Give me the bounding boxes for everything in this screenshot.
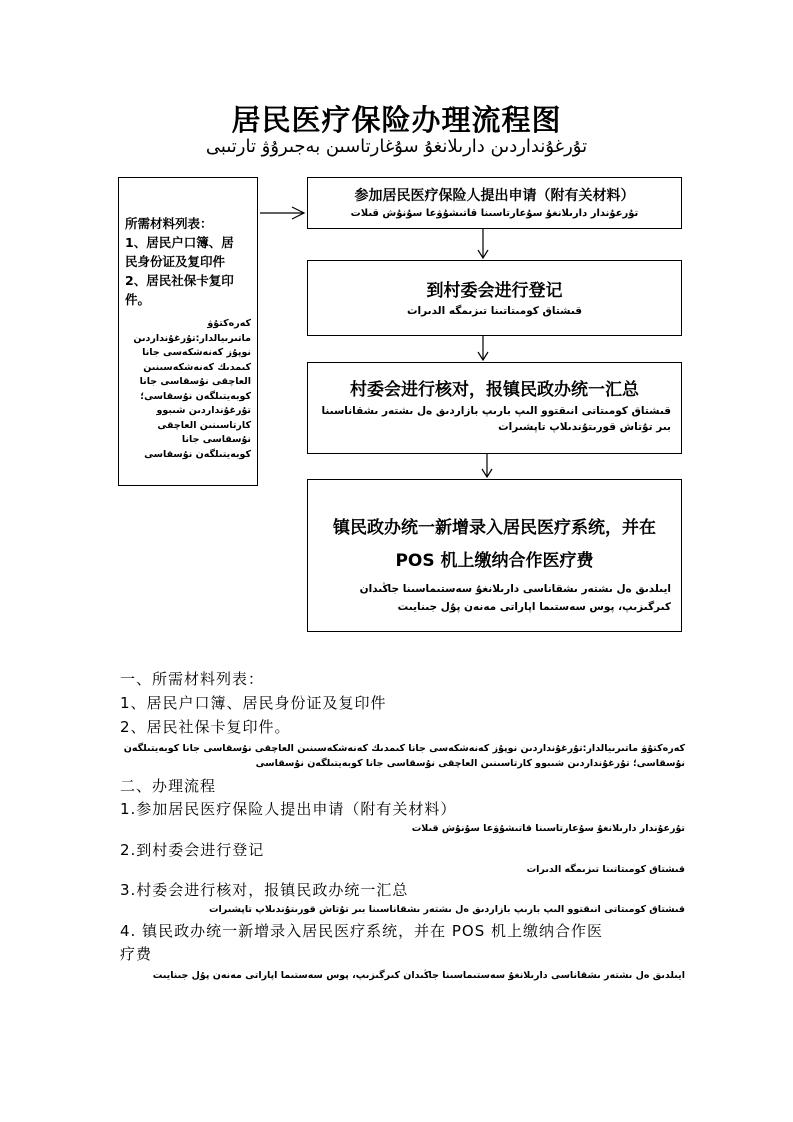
flow-step-2-cn: 到村委会进行登记 xyxy=(426,281,563,301)
section2-step3-ug: قىشتاق كومىتاتى انىقتوو الىپ بارىپ بازاردىق ەل ىشتەر ىشقاناسىنا بىر تۇتاش قورىتۇندىلاپ تاپشىرات xyxy=(209,904,685,915)
section2-step1: 1.参加居民医疗保险人提出申请（附有关材料） xyxy=(120,800,457,818)
flow-step-4 xyxy=(307,479,682,632)
section2-step4-line1: 4. 镇民政办统一新增录入居民医疗系统，并在 POS 机上缴纳合作医 xyxy=(120,922,603,940)
section1-heading: 一、所需材料列表： xyxy=(120,670,265,688)
section2-step1-ug: تۇرعۇندار دارىلانغۇ سۇعارتاسىنا قاتىشۇۋعا سۇنۇش قىلات xyxy=(411,823,685,834)
section2-step3: 3.村委会进行核对，报镇民政办统一汇总 xyxy=(120,881,409,899)
flow-step-3 xyxy=(307,362,682,454)
flow-step-4-cn-line1: 镇民政办统一新增录入居民医疗系统，并在 xyxy=(333,518,656,538)
flow-step-2-ug: قىشتاق كومىتاتىنا تىزىمگە الدىرات xyxy=(406,305,583,317)
section1-item1: 1、居民户口簿、居民身份证及复印件 xyxy=(120,694,387,712)
flow-step-2 xyxy=(307,260,682,336)
materials-cn-line: 件。 xyxy=(125,292,151,307)
flow-step-1-ug: تۇرعۇندار دارىلانغۇ سۇعارتاسىنا قاتىشۇۋعا سۇنۇش قىلات xyxy=(350,208,639,219)
materials-cn-line: 2、居民社保卡复印 xyxy=(125,273,234,288)
page-title: 居民医疗保险办理流程图 xyxy=(231,103,562,137)
materials-cn-line: 所需材料列表： xyxy=(125,216,213,231)
section1-ug: كەرەكتۇۋ ماتىرىيالدار:تۇرغۇنداردىن نوپۇز كەنەشكەسى جانا كىمدىك كەنەشكەسىنىن العاچقى نۇسقاسى جانا كوبەيتىلگەن نۇسقاسى؛ تۇرغۇنداردىن شىبوو كارتاسىنىن العاچقى نۇسقاسى جانا كوبەيتىلگەن نۇسقاسى xyxy=(123,743,685,769)
flow-step-1-cn: 参加居民医疗保险人提出申请（附有关材料） xyxy=(354,188,635,204)
flow-step-3-cn: 村委会进行核对，报镇民政办统一汇总 xyxy=(350,380,639,400)
materials-cn-line: 民身份证及复印件 xyxy=(125,254,226,269)
section2-step2-ug: قىشتاق كومىتاتىنا تىزىمگە الدىرات xyxy=(526,864,685,875)
flow-step-1 xyxy=(307,177,682,229)
flow-step-4-ug: ايىلدىق ەل ىشتەر ىشقاناسى دارىلانغۇ سەستىماسىنا جاڭىدان كىرگىزىپ، پوس سەستىما اپاراتى مەنەن پۇل جىنايىت xyxy=(359,583,671,613)
section2-step2: 2.到村委会进行登记 xyxy=(120,841,265,859)
section1-item2: 2、居民社保卡复印件。 xyxy=(120,718,291,736)
section2-step4-ug: ايىلدىق ەل ىشتەر ىشقاناسى دارىلانغۇ سەستىماسىنا جاڭىدان كىرگىزىپ، پوس سەستىما اپاراتى مەنەن پۇل جىنايىت xyxy=(152,970,685,981)
materials-ug-text: كەرەكتۇۋ ماتىرىيالدار:تۇرغۇنداردىن نوپۇز كەنەشكەسى جانا كىمدىك كەنەشكەسىنىن العاچقى نۇسقاسى جانا كوبەيتىلگەن نۇسقاسى؛ تۇرغۇنداردىن شىبوو كارتاسىنىن العاچقى نۇسقاسى جانا كوبەيتىلگەن نۇسقاسى xyxy=(133,318,251,460)
flow-step-4-cn-line2: POS 机上缴纳合作医疗费 xyxy=(395,551,594,571)
flow-step-3-ug: قىشتاق كومىتاتى انىقتوو الىپ بارىپ بازاردىق ەل ىشتەر ىشقاناسىنا بىر تۇتاش قورىتۇندىلاپ تاپشىرات xyxy=(321,405,671,433)
section2-heading: 二、办理流程 xyxy=(120,777,217,795)
materials-box xyxy=(118,177,258,486)
page-subtitle: تۇرغۇنداردىن دارىلانغۇ سۇغارتاسىن بەجىرۇۋ تارتىبى xyxy=(205,136,588,157)
materials-cn-line: 1、居民户口簿、居 xyxy=(125,235,234,250)
section2-step4-line2: 疗费 xyxy=(120,945,153,963)
